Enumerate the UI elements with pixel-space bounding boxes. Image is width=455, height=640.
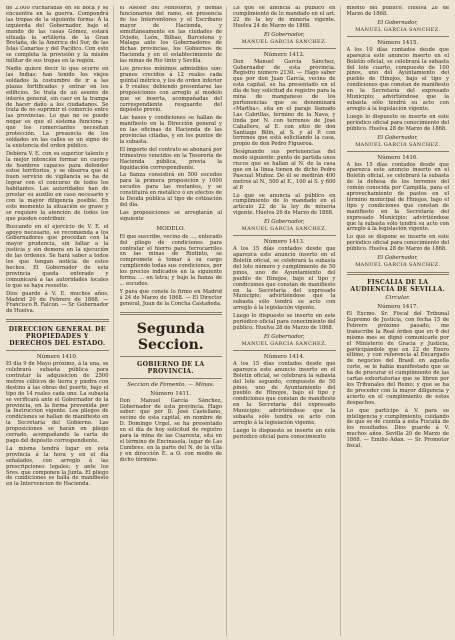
signature-title: El Gobernador,	[263, 31, 305, 38]
divider	[347, 36, 450, 37]
notice-number: Número 1416.	[377, 154, 419, 161]
signature-name: MANUEL GARCIA SANCHEZ.	[355, 141, 441, 148]
subsection-heading: Seccion de Fomento. — Minas.	[127, 381, 215, 388]
paragraph: Lo que participo á V. para su inteligencia y cumplimiento, cuidando de que se dé cuenta á esta Fiscalía de los resultados. Dios guarde á V. muchos años. Sevilla 20 de Marzo de 1868. — Emilio Adan. — Sr. Promotor fiscal.	[346, 407, 449, 450]
divider	[233, 350, 336, 351]
paragraph: El Excmo. Sr. Fiscal del Tribunal Supremo de Justicia, con fecha 15 de Febrero próximo pasado, me transcribe la Real órden que en 6 del mismo mes se dignó comunicarle por el Ministerio de Gracia y Justicia, participándole que en 22 de Enero último, y con referencia al Encargado de negocios del Brasil en aquella corte, se le había manifestado que se ha de procurar el cumplimiento de las cartas exhortatorias que se libren por los Tribunales del Reino; y que se ha de proceder con la mayor diligencia y acierto en el cumplimiento de estos despachos.	[346, 311, 449, 406]
divider	[233, 48, 336, 49]
paragraph: Lo que se anuncia al público en cumplimiento de lo mandado en el artículo 22 de la ley de minería vigente. Huelva 26 de Marzo de 1868.	[233, 192, 336, 217]
section-heading: FISCALIA DE LA AUDIENCIA DE SEVILLA.	[350, 279, 446, 294]
signature-title: El Gobernador,	[377, 255, 418, 262]
notice-number: Número 1410.	[36, 354, 78, 361]
notice-number: Número 1415.	[377, 39, 419, 46]
paragraph: Los precios mínimos admisibles son: granos crecidos á 12 reales cada quintal métrico, y los de orden inferior á 9 reales; debiendo presentarse las proposiciones con arreglo al modelo que se inserta, acompañadas del correspondiente resguardo del depósito previo.	[119, 66, 222, 114]
modelo-heading: MODELO.	[156, 225, 186, 232]
paragraph: Debiera V. E. con su superior talento y la mejor intención formar un cuerpo de hombres capaces para defender estos territorios, y se observa que el buen servicio de vigilancia se ha de lograr con el concurso de todos los habitantes. Las autoridades han de prestar su auxilio en caso necesario y con la mayor diligencia posible. En este momento la situación es grave y se requiere la atención de todos los que pueden contribuir.	[6, 150, 109, 222]
notice-number: Número 1414.	[263, 353, 305, 360]
paragraph: Lo que se dispone se inserte en este periódico oficial para conocimiento del público. Huelva 28 de Marzo de 1868.	[346, 234, 449, 253]
column-2	[120, 6, 228, 636]
paragraph: Don Manuel García Sánchez, Gobernador de esta provincia. Hago saber: que por D. José Castellano, vecino de esta capital, en nombre de D. Domingo Urgel, se ha presentado en el día de hoy solicitud de registro para la mina de las Cuarenta, sita en el término de Encinasola, lugar de Las Cumbres, en la parte del N. de la villa y en dirección E. a O. con medio de dicho término.	[119, 397, 222, 463]
paragraph: Nadie quiere decir lo que ocurre en las Indias; han tenido los viejos soldados la costumbre de ir a las plazas fortificadas y entrar en los edificios. Se trata de un asunto de interés general, sin caer en la trampa de hacer daño a los ciudadanos. Se trata de no suprimir el comercio entre las provincias. Lo que no se puede negar es que el sistema funciona y que los comerciantes necesitan protección. La presencia de los soldados en las calles es un signo de la existencia del orden público.	[6, 66, 109, 149]
paragraph: Las bases y condiciones se hallan de manifiesto en la Dirección general y en las oficinas de Hacienda de las provincias citadas, y en los puntos de la subasta.	[119, 115, 222, 145]
divider	[233, 235, 336, 236]
paragraph: Las proposiciones se arreglarán al siguiente	[119, 209, 222, 222]
paragraph: El importe del contrato se abonará por trimestres vencidos en la Tesorería de Hacienda pública, previa la liquidación correspondiente.	[119, 146, 222, 171]
paragraph: de 2.000 cucharadas en su boca y se encuentra en la guerra. Compondrá las tropas de la siguiente forma: Á la izquierda del Gobernador, bajo el mando de las casas Gómez, estará situada la artillería de la Gran Bretaña, de la América del Sur, de las Islas Canarias y del Pacífico. Con esto se completa la provisión y la misión militar de sus tropas en la región.	[6, 6, 109, 65]
column-3	[233, 6, 341, 636]
signature-name: MANUEL GARCIA SANCHEZ.	[241, 340, 327, 347]
paragraph: Y para que conste lo firmo en Madrid á 24 de Marzo de 1868. — El Director general, Juan de la Concha Castañeda.	[119, 288, 222, 307]
paragraph: A los 15 días contados desde que aparezca este anuncio inserto en el Boletín oficial, se celebrará la subasta de la dehesa de los terrenos del común conocida por Campilla, para el aprovechamiento de pastos en el término municipal de Hinojos, bajo el tipo y condiciones que constan de manifiesto en la Secretaría del expresado Municipio; advirtiéndose que la subasta sólo tendrá su acto con arreglo á la legislación vigente.	[346, 161, 449, 233]
column-1	[6, 6, 114, 636]
signature-title: El Gobernador,	[377, 19, 418, 26]
signature-title: El Gobernador,	[263, 333, 305, 340]
paragraph: Luego lo dispuesto se inserte en este periódico oficial para conocimiento del público. Huelva 28 de Marzo de 1868.	[346, 113, 449, 132]
paragraph: A los 15 días contados desde que aparezca este anuncio inserto en el Boletín oficial, se celebrará la subasta del lote segundo, compuesto de 50 pinos, uno de Ayuntamiento del pueblo de Hinojos, bajo el tipo y condiciones que constan de manifiesto en la Secretaría del expresado Municipio; advirtiéndose que la subasta sólo tendrá su acto con arreglo á la legislación vigente.	[233, 360, 336, 426]
signature-title: El Gobernador,	[377, 134, 418, 141]
paragraph: Dios guarde á V. E. muchos años. Madrid 20 de Febrero de 1868. — Francisco R. Falcón. — Sr. Gobernador de Huelva.	[6, 290, 109, 315]
notice-number: Número 1417.	[377, 304, 419, 311]
paragraph: El que suscribe, vecino de ..., enterado del pliego de condiciones para contratar el hierro para ferrocarriles en las minas de Riotinto, se compromete á tomar á su cargo cumpliendo todas sus condiciones, por los precios indicados en la siguiente forma: ... en letra; y bajo la fianza de ... escudos.	[119, 233, 222, 287]
paragraph: Designando sus pertenencias del modo siguiente: punto de partida unos riscos que se hallan al N. de la casa que en la linea tienen de dicho Pedro Pascual Muñoz. De él se medirán 400 metros al N., 500 al E., 100 al S. y 600 al P.	[233, 149, 336, 191]
signature-name: MANUEL GARCIA SANCHEZ.	[355, 26, 441, 33]
signature-name: MANUEL GARCIA SANCHEZ.	[241, 38, 327, 45]
paragraph: Don Manuel García Sánchez, Gobernador de esta provincia. Registro número 2130. — Hago saber que por don Juan García, vecino de esta capital, se ha presentado en el día de hoy solicitud de registro para la mina de manganeso de los pertenencias que se denominará «Martha», sita en el paraje llamado Las Cabrillas, término de la Nava, y linda por N. con terrenos de José Caballero, al E. con sitio de don Santiago Bilin, al S. y al P. con terrenos que está solicitando la casa, propio de don Pedro Figueroa.	[233, 58, 336, 148]
government-heading: GOBIERNO DE LA PROVINCIA.	[137, 360, 205, 375]
column-4	[347, 6, 450, 636]
notice-number: Número 1411.	[150, 390, 192, 397]
paragraph: miento del público. Huelva 28 de Marzo de 1868.	[346, 6, 449, 17]
divider	[6, 319, 109, 322]
divider	[347, 272, 450, 275]
paragraph: A los 10 días contados desde que aparezca este anuncio inserto en el Boletín oficial, se celebrará la subasta del lote cuarto, compuesto de 100 pinos, uno del Ayuntamiento del pueblo de Hinojos, bajo el tipo y condiciones que constan de manifiesto en la Secretaría del expresado Municipio; advirtiéndose que la subasta sólo tendrá su acto con arreglo á la legislación vigente.	[346, 46, 449, 112]
divider	[347, 151, 450, 152]
paragraph: La misma tendrá lugar en esta provincia á la hora y en el día señalados, con arreglo á las prescripciones legales; y ante los Sres. que componen la Junta. El pliego de condiciones se halla de manifiesto en la Intervencion de Hacienda.	[6, 445, 109, 488]
paragraph: El dia 9 de Mayo próximo, á la una, se celebrará subasta pública para contratar la adquisicion de 2500 metros cúbicos de tierra y piedra con destino á las obras del puerto, bajo el tipo de 14 reales cada uno. La subasta se verificará ante el Gobernador de la provincia, en la forma prevenida por la Instruccion vigente. Los pliegos de condiciones se hallan de manifiesto en la Secretaría del Gobierno. Las proposiciones se harán en pliego cerrado, acompañando la carta de pago del depósito correspondiente.	[6, 361, 109, 444]
paragraph: Luego lo dispuesto se inserte en este periódico oficial para conocimiento del público. Huelva 28 de Marzo de 1868.	[233, 313, 336, 331]
divider	[120, 356, 223, 357]
notice-number: Número 1412.	[263, 51, 305, 58]
divider	[6, 350, 109, 351]
signature-name: MANUEL GARCIA SANCHEZ.	[241, 226, 327, 233]
columns	[6, 6, 449, 636]
paragraph: Luego lo dispuesto se inserte en este periódico oficial para conocimiento	[233, 427, 336, 440]
divider	[120, 378, 223, 379]
subsection-heading: Circular.	[385, 295, 410, 302]
paragraph: Buscando en el ejercicio de V. E. el apoyo necesario, se recomienda a los Gobernadores que procedan con la mayor prudencia, sin faltar a la justicia y sin demora en la ejecución de las órdenes. Se hará saber a todos los que tengan noticia de estos hechos. El Gobernador de esta provincia queda enterado y comunicará a las autoridades locales lo que se haya resuelto.	[6, 223, 109, 289]
paragraph: el Asesor del Ministerio, y demás funcionarios del ramo, en presencia de los Interventores y el Escribano mayor de Hacienda, y simultáneamente en las ciudades de Oviedo, León, Bilbao, Barcelona y Málaga ante los Gobernadores de dichas provincias, los Gobiernos de Hacienda y en el establecimiento de las minas de Rio tinto y Sevilla.	[119, 6, 222, 65]
paragraph: Lo que se anuncia al público en cumplimiento de lo mandado en el art. 22 de la ley de minería vigente. Huelva 24 de Marzo de 1868.	[233, 6, 336, 29]
signature-name: MANUEL GARCIA SANCHEZ.	[355, 262, 441, 269]
section-heading: DIRECCION GENERAL DE PROPIEDADES Y DERECHOS DEL ESTADO.	[8, 326, 106, 348]
paragraph: A los 15 días contados desde que aparezca este anuncio inserto en el Boletín oficial, se celebrará la subasta del lote número y cumplimiento de 50 pinos, uno de Ayuntamiento del pueblo de Hinojos, bajo el tipo y condiciones que constan de manifiesto en la Secretaría del expresado Municipio; advirtiéndose que la subasta sólo tendrá su acto con arreglo á la legislación vigente.	[233, 246, 336, 312]
section-title: Segunda Seccion.	[136, 320, 205, 353]
notice-number: Número 1413.	[263, 239, 305, 246]
signature-title: El Gobernador,	[263, 219, 305, 226]
divider	[120, 312, 223, 315]
paragraph: La fianza consistirá en 500 escudos para la primera proposición y 1000 escudos para las restantes, y se constituirá en metálico ó en efectos de la Deuda pública al tipo de cotización del día.	[119, 172, 222, 208]
